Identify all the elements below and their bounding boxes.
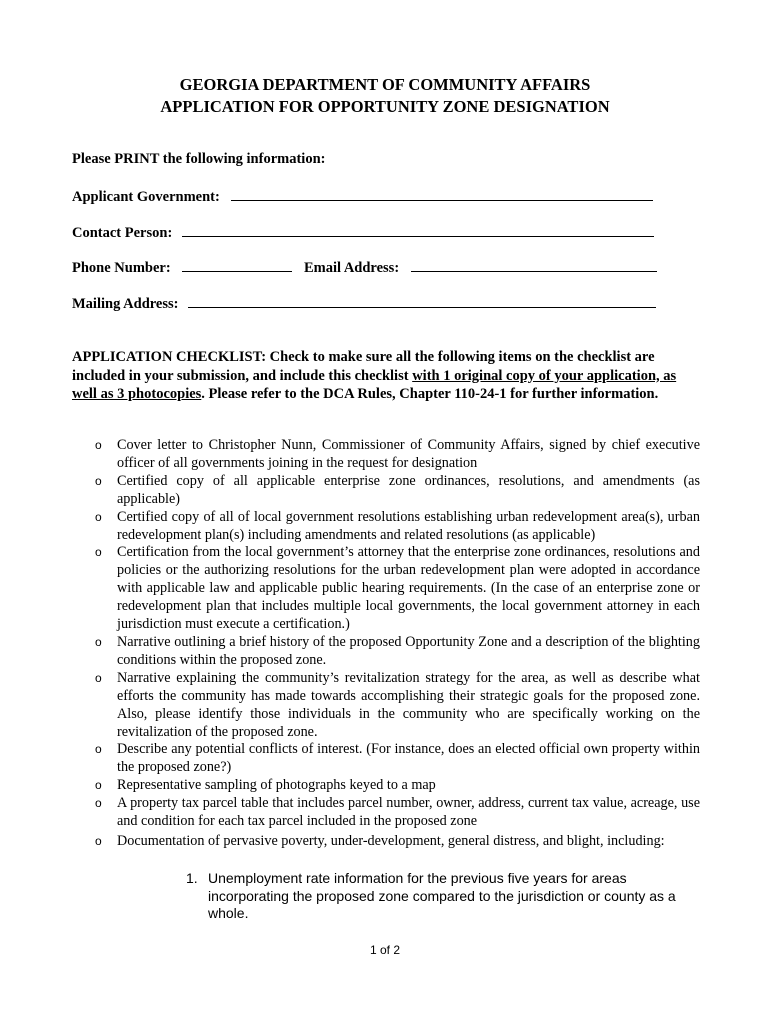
application-title: APPLICATION FOR OPPORTUNITY ZONE DESIGNATION [160, 97, 610, 116]
bullet-icon: o [95, 438, 102, 452]
applicant-government-line[interactable] [231, 188, 653, 201]
bullet-icon: o [95, 833, 102, 848]
sub-item-number: 1. [186, 870, 198, 886]
phone-email-field [72, 259, 657, 277]
sub-item-text: Unemployment rate information for the previous five years for areas incorporating the proposed zone compared to the jurisdiction or county as a whole. [208, 870, 676, 921]
bullet-icon: o [95, 634, 102, 649]
checklist-copies-requirement: with 1 original copy of your application, as well as 3 photocopies [72, 367, 677, 402]
mailing-address-label: Mailing Address: [72, 296, 179, 312]
applicant-government-label: Applicant Government: [72, 189, 220, 205]
bullet-icon: o [95, 742, 102, 757]
contact-person-field [72, 224, 654, 242]
page-number: 1 of 2 [369, 943, 401, 957]
checklist-items [72, 437, 700, 851]
list-item: o Narrative outlining a brief history of the proposed Opportunity Zone and a description of the blighting conditions within the proposed zone. [95, 633, 700, 668]
checklist-rules-reference: . Please refer to the DCA Rules, Chapter 110-24-1 for further information. [201, 386, 659, 402]
print-instruction: Please PRINT the following information: [72, 151, 326, 167]
contact-person-line[interactable] [182, 224, 654, 237]
sub-list-item [186, 870, 706, 923]
list-item: o Certified copy of all of local government resolutions establishing urban redevelopment area(s), urban redevelopment plan(s) including amendments and related resolutions (as applicable) [95, 508, 700, 543]
bullet-icon: o [95, 778, 102, 793]
list-item: o Describe any potential conflicts of interest. (For instance, does an elected official own property within the proposed zone?) [95, 741, 700, 776]
document-header [0, 74, 770, 118]
list-item: o A property tax parcel table that includes parcel number, owner, address, current tax value, acreage, use and condition for each tax parcel included in the proposed zone [95, 795, 700, 830]
bullet-icon: o [95, 796, 102, 811]
phone-number-line[interactable] [182, 259, 292, 272]
list-item: o Cover letter to Christopher Nunn, Commissioner of Community Affairs, signed by chief executive officer of all governments joining in the request for designation [95, 437, 700, 471]
bullet-icon: o [95, 670, 102, 685]
bullet-icon: o [95, 545, 102, 560]
list-item: o Certified copy of all applicable enterprise zone ordinances, resolutions, and amendments (as applicable) [95, 472, 700, 507]
application-checklist-intro [72, 348, 690, 404]
phone-number-label: Phone Number: [72, 260, 171, 276]
email-address-line[interactable] [411, 259, 657, 272]
list-item: o Certification from the local government’s attorney that the enterprise zone ordinances, resolutions and policies or the authorizing resolutions for the urban redevelopment plan were adopted in accordance with applicable law and applicable public hearing requirements. (In the case of an enterprise zone or redevelopment plan that includes multiple local governments, the local government attorney in each jurisdiction must execute a certification.) [95, 544, 700, 633]
contact-person-label: Contact Person: [72, 225, 173, 241]
bullet-icon: o [95, 509, 102, 524]
email-address-label: Email Address: [303, 260, 400, 276]
mailing-address-line[interactable] [188, 295, 656, 308]
list-item: o Representative sampling of photographs keyed to a map [95, 777, 436, 794]
list-item: o Documentation of pervasive poverty, under-development, general distress, and blight, including: [95, 832, 665, 849]
mailing-address-field [72, 295, 656, 313]
list-item: o Narrative explaining the community’s revitalization strategy for the area, as well as describe what efforts the community has made towards accomplishing their strategic goals for the proposed zone. Also, please identify those individuals in the community who are specifically working on the revitalization of the proposed zone. [95, 669, 700, 740]
checklist-intro-text: APPLICATION CHECKLIST: Check to make sure all the following items on the checklist are included in your submission, and include this checklist [72, 349, 655, 384]
applicant-government-field [72, 188, 653, 206]
department-title: GEORGIA DEPARTMENT OF COMMUNITY AFFAIRS [179, 75, 591, 94]
bullet-icon: o [95, 473, 102, 488]
